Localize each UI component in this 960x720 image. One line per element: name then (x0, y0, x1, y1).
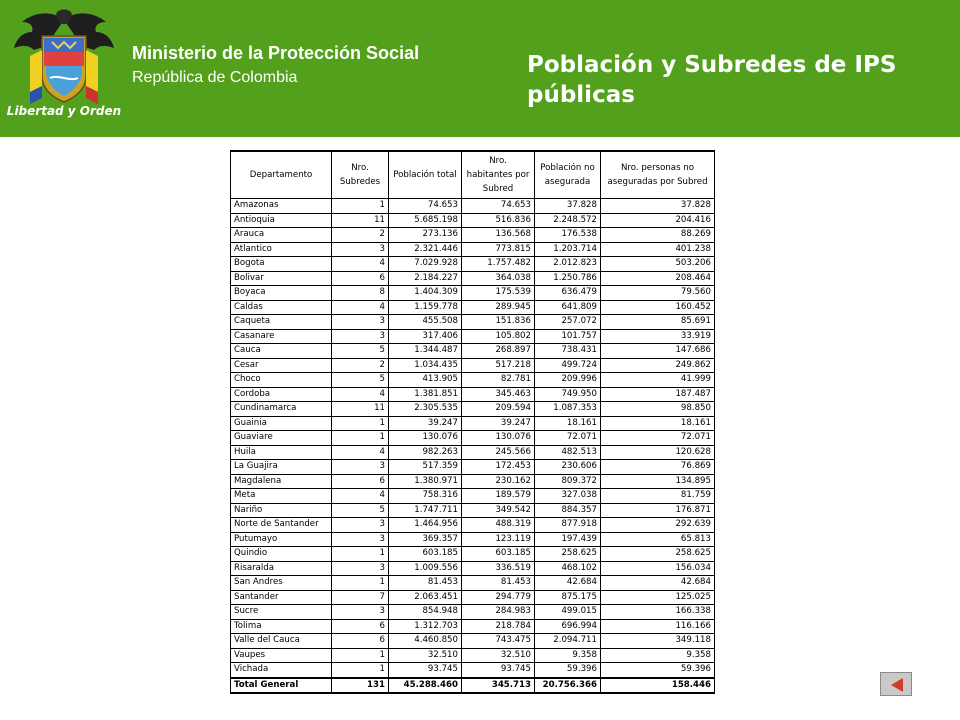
habitantes-por-subred-cell: 151.836 (462, 315, 535, 330)
table-row (231, 213, 715, 228)
poblacion-total-cell: 7.029.928 (389, 257, 462, 272)
table-row (231, 634, 715, 649)
poblacion-total-cell: 455.508 (389, 315, 462, 330)
poblacion-total-cell: 1.344.487 (389, 344, 462, 359)
habitantes-por-subred-cell: 81.453 (462, 576, 535, 591)
habitantes-por-subred-cell: 218.784 (462, 619, 535, 634)
no-asegurada-cell: 327.038 (535, 489, 601, 504)
back-button[interactable] (880, 672, 912, 696)
no-aseguradas-por-subred-cell: 81.759 (601, 489, 715, 504)
table-row (231, 663, 715, 678)
poblacion-total-cell: 317.406 (389, 329, 462, 344)
poblacion-total-cell: 982.263 (389, 445, 462, 460)
no-aseguradas-por-subred-cell: 249.862 (601, 358, 715, 373)
subredes-cell: 5 (332, 344, 389, 359)
departamento-cell: Arauca (231, 228, 332, 243)
table-row (231, 561, 715, 576)
departamento-cell: Boyaca (231, 286, 332, 301)
habitantes-por-subred-cell: 743.475 (462, 634, 535, 649)
no-aseguradas-por-subred-cell: 258.625 (601, 547, 715, 562)
table-row (231, 605, 715, 620)
header-departamento: Departamento (231, 151, 332, 199)
no-asegurada-cell: 101.757 (535, 329, 601, 344)
departamento-cell: Bolivar (231, 271, 332, 286)
table-row (231, 358, 715, 373)
table-row (231, 431, 715, 446)
table-row (231, 619, 715, 634)
no-asegurada-cell: 884.357 (535, 503, 601, 518)
header-habitantes-por-subred: Nro. habitantes por Subred (462, 151, 535, 199)
habitantes-por-subred-cell: 336.519 (462, 561, 535, 576)
departamento-cell: San Andres (231, 576, 332, 591)
subredes-cell: 6 (332, 634, 389, 649)
habitantes-por-subred-cell: 516.836 (462, 213, 535, 228)
poblacion-total-cell: 273.136 (389, 228, 462, 243)
no-asegurada-cell: 809.372 (535, 474, 601, 489)
no-aseguradas-por-subred-cell: 41.999 (601, 373, 715, 388)
header-subredes: Nro. Subredes (332, 151, 389, 199)
subredes-cell: 6 (332, 619, 389, 634)
no-aseguradas-por-subred-cell: 166.338 (601, 605, 715, 620)
header-no-aseguradas-por-subred: Nro. personas no aseguradas por Subred (601, 151, 715, 199)
habitantes-por-subred-cell: 136.568 (462, 228, 535, 243)
habitantes-por-subred-cell: 82.781 (462, 373, 535, 388)
poblacion-total-cell: 81.453 (389, 576, 462, 591)
table-row (231, 315, 715, 330)
subredes-cell: 3 (332, 518, 389, 533)
departamento-cell: Tolima (231, 619, 332, 634)
poblacion-total-cell: 517.359 (389, 460, 462, 475)
habitantes-por-subred-cell: 175.539 (462, 286, 535, 301)
habitantes-por-subred-cell: 32.510 (462, 648, 535, 663)
no-asegurada-cell: 2.012.823 (535, 257, 601, 272)
subredes-cell: 6 (332, 474, 389, 489)
habitantes-por-subred-cell: 488.319 (462, 518, 535, 533)
table-row (231, 228, 715, 243)
habitantes-por-subred-cell: 294.779 (462, 590, 535, 605)
departamento-cell: Santander (231, 590, 332, 605)
poblacion-total-cell: 2.321.446 (389, 242, 462, 257)
departamento-cell: Nariño (231, 503, 332, 518)
no-aseguradas-por-subred-cell: 72.071 (601, 431, 715, 446)
habitantes-por-subred-cell: 284.983 (462, 605, 535, 620)
habitantes-por-subred-cell: 345.463 (462, 387, 535, 402)
no-asegurada-cell: 2.094.711 (535, 634, 601, 649)
habitantes-por-subred-cell: 349.542 (462, 503, 535, 518)
no-asegurada-cell: 499.724 (535, 358, 601, 373)
subredes-cell: 4 (332, 257, 389, 272)
no-aseguradas-por-subred-cell: 147.686 (601, 344, 715, 359)
no-aseguradas-por-subred-cell: 37.828 (601, 199, 715, 214)
table-row (231, 648, 715, 663)
table-row (231, 474, 715, 489)
poblacion-total-cell: 1.009.556 (389, 561, 462, 576)
no-aseguradas-por-subred-cell: 18.161 (601, 416, 715, 431)
poblacion-total-cell: 1.380.971 (389, 474, 462, 489)
table-row (231, 329, 715, 344)
departamento-cell: Guaviare (231, 431, 332, 446)
habitantes-por-subred-cell: 1.757.482 (462, 257, 535, 272)
population-table (230, 150, 715, 694)
no-asegurada-cell: 18.161 (535, 416, 601, 431)
departamento-cell: Magdalena (231, 474, 332, 489)
departamento-cell: Caqueta (231, 315, 332, 330)
total-no-asegurada: 20.756.366 (535, 678, 601, 694)
poblacion-total-cell: 413.905 (389, 373, 462, 388)
poblacion-total-cell: 32.510 (389, 648, 462, 663)
habitantes-por-subred-cell: 93.745 (462, 663, 535, 678)
table-row (231, 257, 715, 272)
subredes-cell: 11 (332, 213, 389, 228)
no-asegurada-cell: 738.431 (535, 344, 601, 359)
no-aseguradas-por-subred-cell: 116.166 (601, 619, 715, 634)
habitantes-por-subred-cell: 245.566 (462, 445, 535, 460)
table-row (231, 344, 715, 359)
no-asegurada-cell: 749.950 (535, 387, 601, 402)
no-aseguradas-por-subred-cell: 187.487 (601, 387, 715, 402)
back-arrow-icon (889, 677, 905, 693)
subredes-cell: 3 (332, 532, 389, 547)
departamento-cell: Valle del Cauca (231, 634, 332, 649)
table-row (231, 503, 715, 518)
subredes-cell: 1 (332, 648, 389, 663)
subredes-cell: 5 (332, 503, 389, 518)
no-aseguradas-por-subred-cell: 65.813 (601, 532, 715, 547)
habitantes-por-subred-cell: 105.802 (462, 329, 535, 344)
no-aseguradas-por-subred-cell: 79.560 (601, 286, 715, 301)
poblacion-total-cell: 2.305.535 (389, 402, 462, 417)
poblacion-total-cell: 74.653 (389, 199, 462, 214)
habitantes-por-subred-cell: 172.453 (462, 460, 535, 475)
subredes-cell: 2 (332, 358, 389, 373)
no-asegurada-cell: 176.538 (535, 228, 601, 243)
subredes-cell: 1 (332, 547, 389, 562)
departamento-cell: Vaupes (231, 648, 332, 663)
no-asegurada-cell: 197.439 (535, 532, 601, 547)
departamento-cell: Choco (231, 373, 332, 388)
table-row (231, 489, 715, 504)
no-aseguradas-por-subred-cell: 208.464 (601, 271, 715, 286)
poblacion-total-cell: 4.460.850 (389, 634, 462, 649)
habitantes-por-subred-cell: 74.653 (462, 199, 535, 214)
table-row (231, 402, 715, 417)
departamento-cell: Norte de Santander (231, 518, 332, 533)
departamento-cell: Casanare (231, 329, 332, 344)
departamento-cell: Atlantico (231, 242, 332, 257)
header-poblacion-total: Población total (389, 151, 462, 199)
habitantes-por-subred-cell: 123.119 (462, 532, 535, 547)
habitantes-por-subred-cell: 268.897 (462, 344, 535, 359)
habitantes-por-subred-cell: 603.185 (462, 547, 535, 562)
no-asegurada-cell: 59.396 (535, 663, 601, 678)
departamento-cell: La Guajira (231, 460, 332, 475)
poblacion-total-cell: 1.404.309 (389, 286, 462, 301)
poblacion-total-cell: 603.185 (389, 547, 462, 562)
no-aseguradas-por-subred-cell: 98.850 (601, 402, 715, 417)
subredes-cell: 7 (332, 590, 389, 605)
habitantes-por-subred-cell: 517.218 (462, 358, 535, 373)
no-asegurada-cell: 37.828 (535, 199, 601, 214)
poblacion-total-cell: 1.034.435 (389, 358, 462, 373)
departamento-cell: Risaralda (231, 561, 332, 576)
poblacion-total-cell: 369.357 (389, 532, 462, 547)
departamento-cell: Quindio (231, 547, 332, 562)
subredes-cell: 1 (332, 199, 389, 214)
subredes-cell: 6 (332, 271, 389, 286)
no-asegurada-cell: 1.203.714 (535, 242, 601, 257)
subredes-cell: 4 (332, 445, 389, 460)
subredes-cell: 5 (332, 373, 389, 388)
no-asegurada-cell: 9.358 (535, 648, 601, 663)
table-total-row (231, 678, 715, 694)
departamento-cell: Putumayo (231, 532, 332, 547)
subredes-cell: 11 (332, 402, 389, 417)
departamento-cell: Antioquia (231, 213, 332, 228)
subredes-cell: 4 (332, 489, 389, 504)
habitantes-por-subred-cell: 189.579 (462, 489, 535, 504)
subredes-cell: 4 (332, 300, 389, 315)
table-row (231, 547, 715, 562)
poblacion-total-cell: 1.464.956 (389, 518, 462, 533)
table-row (231, 445, 715, 460)
table-row (231, 300, 715, 315)
no-asegurada-cell: 2.248.572 (535, 213, 601, 228)
poblacion-total-cell: 1.312.703 (389, 619, 462, 634)
departamento-cell: Guainia (231, 416, 332, 431)
no-aseguradas-por-subred-cell: 349.118 (601, 634, 715, 649)
table-row (231, 387, 715, 402)
departamento-cell: Meta (231, 489, 332, 504)
no-aseguradas-por-subred-cell: 9.358 (601, 648, 715, 663)
table-row (231, 242, 715, 257)
subredes-cell: 3 (332, 242, 389, 257)
no-asegurada-cell: 42.684 (535, 576, 601, 591)
subredes-cell: 1 (332, 431, 389, 446)
no-asegurada-cell: 482.513 (535, 445, 601, 460)
table-header-row (231, 151, 715, 199)
departamento-cell: Bogota (231, 257, 332, 272)
no-aseguradas-por-subred-cell: 33.919 (601, 329, 715, 344)
table-row (231, 373, 715, 388)
subredes-cell: 3 (332, 315, 389, 330)
no-asegurada-cell: 1.087.353 (535, 402, 601, 417)
no-aseguradas-por-subred-cell: 156.034 (601, 561, 715, 576)
table-body (231, 199, 715, 678)
no-asegurada-cell: 877.918 (535, 518, 601, 533)
departamento-cell: Cordoba (231, 387, 332, 402)
poblacion-total-cell: 93.745 (389, 663, 462, 678)
no-asegurada-cell: 209.996 (535, 373, 601, 388)
table-row (231, 286, 715, 301)
no-asegurada-cell: 1.250.786 (535, 271, 601, 286)
table-row (231, 271, 715, 286)
page-title: Población y Subredes de IPS públicas (527, 52, 897, 108)
no-asegurada-cell: 875.175 (535, 590, 601, 605)
departamento-cell: Huila (231, 445, 332, 460)
table-row (231, 460, 715, 475)
habitantes-por-subred-cell: 209.594 (462, 402, 535, 417)
no-aseguradas-por-subred-cell: 204.416 (601, 213, 715, 228)
table-row (231, 590, 715, 605)
poblacion-total-cell: 2.063.451 (389, 590, 462, 605)
table-row (231, 518, 715, 533)
departamento-cell: Amazonas (231, 199, 332, 214)
departamento-cell: Sucre (231, 605, 332, 620)
poblacion-total-cell: 854.948 (389, 605, 462, 620)
subredes-cell: 3 (332, 605, 389, 620)
no-aseguradas-por-subred-cell: 503.206 (601, 257, 715, 272)
no-asegurada-cell: 72.071 (535, 431, 601, 446)
departamento-cell: Cundinamarca (231, 402, 332, 417)
no-aseguradas-por-subred-cell: 120.628 (601, 445, 715, 460)
poblacion-total-cell: 1.159.778 (389, 300, 462, 315)
no-asegurada-cell: 258.625 (535, 547, 601, 562)
subredes-cell: 1 (332, 576, 389, 591)
table-row (231, 576, 715, 591)
no-aseguradas-por-subred-cell: 134.895 (601, 474, 715, 489)
header-banner (0, 0, 960, 137)
no-asegurada-cell: 696.994 (535, 619, 601, 634)
poblacion-total-cell: 39.247 (389, 416, 462, 431)
subredes-cell: 8 (332, 286, 389, 301)
table-row (231, 532, 715, 547)
no-asegurada-cell: 230.606 (535, 460, 601, 475)
habitantes-por-subred-cell: 364.038 (462, 271, 535, 286)
subredes-cell: 3 (332, 561, 389, 576)
header-poblacion-no-asegurada: Población no asegurada (535, 151, 601, 199)
no-aseguradas-por-subred-cell: 76.869 (601, 460, 715, 475)
motto-text: Libertad y Orden (6, 104, 122, 118)
habitantes-por-subred-cell: 773.815 (462, 242, 535, 257)
no-asegurada-cell: 636.479 (535, 286, 601, 301)
table-row (231, 199, 715, 214)
subredes-cell: 2 (332, 228, 389, 243)
subredes-cell: 1 (332, 416, 389, 431)
no-aseguradas-por-subred-cell: 85.691 (601, 315, 715, 330)
poblacion-total-cell: 2.184.227 (389, 271, 462, 286)
total-poblacion: 45.288.460 (389, 678, 462, 694)
table-row (231, 416, 715, 431)
no-aseguradas-por-subred-cell: 88.269 (601, 228, 715, 243)
no-asegurada-cell: 257.072 (535, 315, 601, 330)
departamento-cell: Cauca (231, 344, 332, 359)
poblacion-total-cell: 1.747.711 (389, 503, 462, 518)
poblacion-total-cell: 758.316 (389, 489, 462, 504)
subredes-cell: 3 (332, 460, 389, 475)
poblacion-total-cell: 1.381.851 (389, 387, 462, 402)
habitantes-por-subred-cell: 230.162 (462, 474, 535, 489)
habitantes-por-subred-cell: 130.076 (462, 431, 535, 446)
habitantes-por-subred-cell: 289.945 (462, 300, 535, 315)
poblacion-total-cell: 130.076 (389, 431, 462, 446)
country-name: República de Colombia (132, 69, 298, 86)
habitantes-por-subred-cell: 39.247 (462, 416, 535, 431)
subredes-cell: 4 (332, 387, 389, 402)
ministry-name: Ministerio de la Protección Social (132, 43, 420, 63)
total-habitantes-por-subred: 345.713 (462, 678, 535, 694)
no-asegurada-cell: 468.102 (535, 561, 601, 576)
no-aseguradas-por-subred-cell: 176.871 (601, 503, 715, 518)
no-aseguradas-por-subred-cell: 42.684 (601, 576, 715, 591)
poblacion-total-cell: 5.685.198 (389, 213, 462, 228)
no-aseguradas-por-subred-cell: 160.452 (601, 300, 715, 315)
no-asegurada-cell: 499.015 (535, 605, 601, 620)
total-no-aseguradas-por-subred: 158.446 (601, 678, 715, 694)
subredes-cell: 3 (332, 329, 389, 344)
no-aseguradas-por-subred-cell: 125.025 (601, 590, 715, 605)
no-asegurada-cell: 641.809 (535, 300, 601, 315)
no-aseguradas-por-subred-cell: 401.238 (601, 242, 715, 257)
departamento-cell: Vichada (231, 663, 332, 678)
total-subredes: 131 (332, 678, 389, 694)
departamento-cell: Cesar (231, 358, 332, 373)
no-aseguradas-por-subred-cell: 59.396 (601, 663, 715, 678)
departamento-cell: Caldas (231, 300, 332, 315)
total-label: Total General (231, 678, 332, 694)
no-aseguradas-por-subred-cell: 292.639 (601, 518, 715, 533)
subredes-cell: 1 (332, 663, 389, 678)
